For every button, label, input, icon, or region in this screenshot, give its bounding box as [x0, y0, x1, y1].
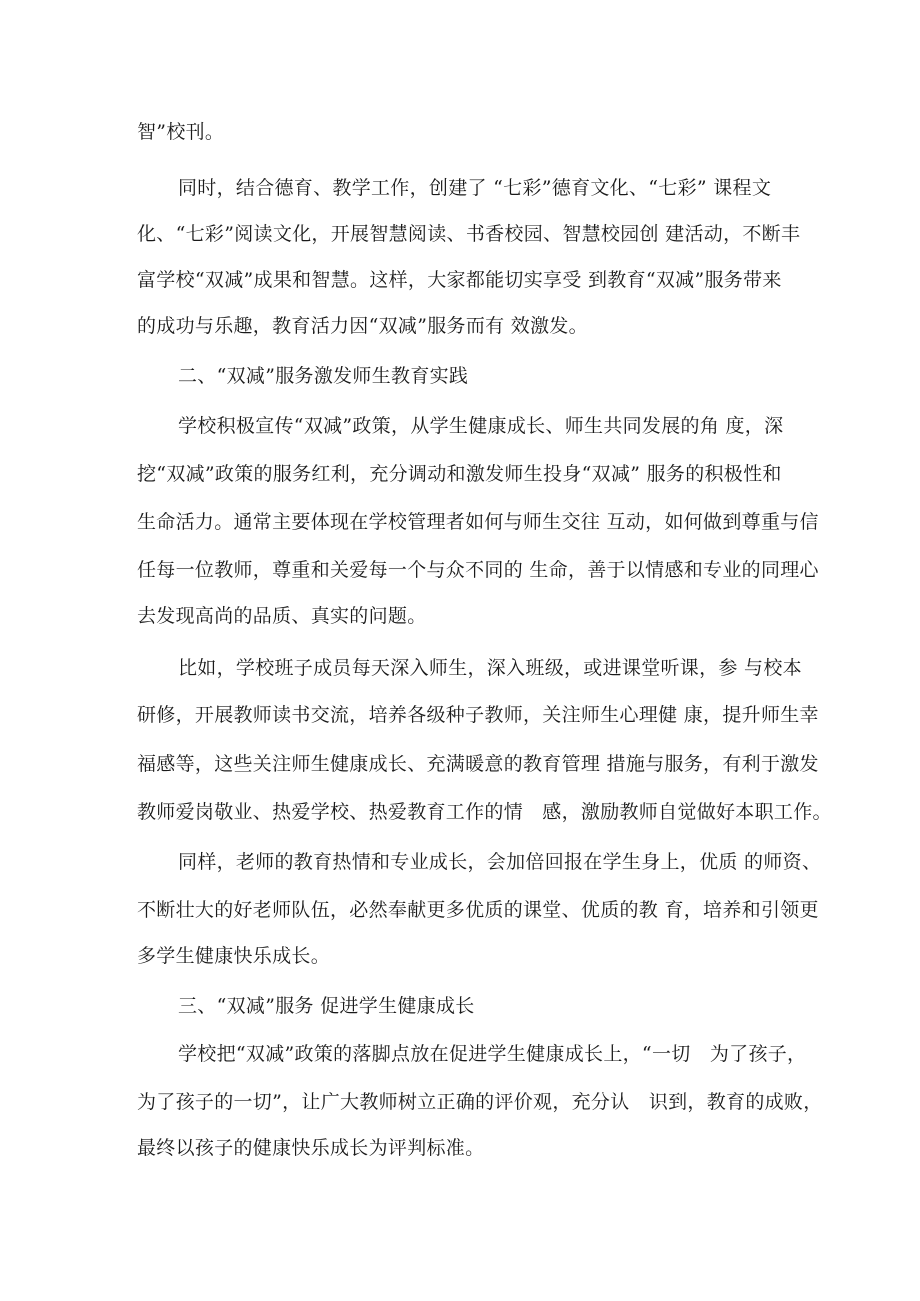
paragraph-line: 化、“七彩”阅读文化，开展智慧阅读、书香校园、智慧校园创 建活动，不断丰: [137, 223, 801, 245]
section-heading: 三、“双减”服务 促进学生健康成长: [178, 995, 475, 1017]
paragraph-line: 学校把“双减”政策的落脚点放在促进学生健康成长上，“一切 为了孩子，: [178, 1043, 807, 1065]
paragraph-line: 为了孩子的一切”，让广大教师树立正确的评价观，充分认 识到，教育的成败，: [137, 1091, 823, 1113]
paragraph-line: 同时，结合德育、教学工作，创建了 “七彩”德育文化、“七彩” 课程文: [178, 177, 772, 199]
paragraph-line: 同样，老师的教育热情和专业成长，会加倍回报在学生身上，优质 的师资、: [178, 851, 822, 873]
paragraph-line: 挖“双减”政策的服务红利，充分调动和激发师生投身“双减” 服务的积极性和: [137, 463, 782, 485]
paragraph-line: 不断壮大的好老师队伍，必然奉献更多优质的课堂、优质的教 育，培养和引领更: [137, 899, 819, 921]
paragraph-line: 任每一位教师，尊重和关爱每一个与众不同的 生命，善于以情感和专业的同理心: [137, 559, 819, 581]
paragraph-line: 智”校刊。: [137, 121, 225, 143]
paragraph-line: 去发现高尚的品质、真实的问题。: [137, 605, 427, 627]
paragraph-line: 多学生健康快乐成长。: [137, 945, 331, 967]
paragraph-line: 比如，学校班子成员每天深入师生，深入班级，或进课堂听课，参 与校本: [178, 657, 802, 679]
paragraph-line: 学校积极宣传“双减”政策，从学生健康成长、师生共同发展的角 度，深: [178, 415, 784, 437]
section-heading: 二、“双减”服务激发师生教育实践: [178, 365, 469, 387]
paragraph-line: 福感等，这些关注师生健康成长、充满暖意的教育管理 措施与服务，有利于激发: [137, 753, 819, 775]
paragraph-line: 教师爱岗敬业、热爱学校、热爱教育工作的情 感，激励教师自觉做好本职工作。: [137, 801, 832, 823]
paragraph-line: 研修，开展教师读书交流，培养各级种子教师，关注师生心理健 康，提升师生幸: [137, 704, 819, 726]
paragraph-line: 富学校“双减”成果和智慧。这样，大家都能切实享受 到教育“双减”服务带来: [137, 269, 782, 291]
paragraph-line: 最终以孩子的健康快乐成长为评判标准。: [137, 1137, 485, 1159]
paragraph-line: 生命活力。通常主要体现在学校管理者如何与师生交往 互动，如何做到尊重与信: [137, 511, 819, 533]
paragraph-line: 的成功与乐趣，教育活力因“双减”服务而有 效激发。: [137, 315, 588, 337]
